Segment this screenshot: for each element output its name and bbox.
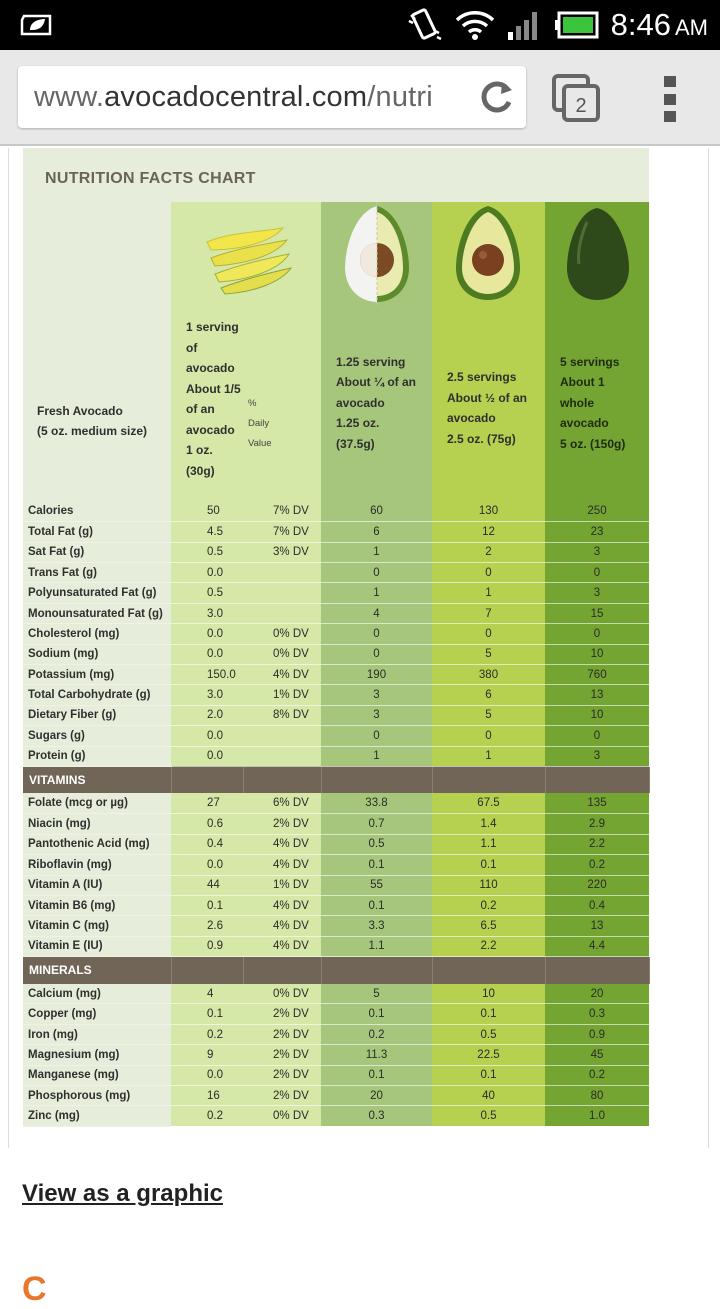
section-cell	[545, 766, 649, 793]
value-cell: 20	[545, 984, 649, 1004]
nutrient-label: Copper (mg)	[23, 1004, 171, 1024]
daily-value-cell: 2% DV	[243, 1086, 321, 1106]
value-cell: 0	[432, 563, 545, 583]
value-cell: 190	[321, 665, 432, 685]
value-cell: 0	[545, 624, 649, 644]
quarter-avocado-image	[321, 202, 432, 310]
header-line: 1 oz. (30g)	[186, 443, 215, 478]
section-cell	[432, 957, 545, 984]
value-cell: 45	[545, 1045, 649, 1065]
header-line: Value	[248, 438, 272, 449]
value-cell: 80	[545, 1086, 649, 1106]
section-cell	[545, 957, 649, 984]
value-cell: 0.5	[171, 583, 243, 603]
table-row	[23, 542, 649, 562]
clock: 8:46 AM	[610, 7, 708, 42]
table-row	[23, 746, 649, 766]
daily-value-cell: 7% DV	[243, 501, 321, 521]
header-line: whole	[560, 395, 595, 410]
table-row	[23, 916, 649, 936]
value-cell: 55	[321, 875, 432, 895]
table-row	[23, 1024, 649, 1044]
status-right	[407, 0, 708, 50]
value-cell: 23	[545, 522, 649, 542]
value-cell: 0	[321, 624, 432, 644]
value-cell: 6	[432, 685, 545, 705]
daily-value-cell: 6% DV	[243, 793, 321, 813]
browser-toolbar	[0, 50, 720, 146]
daily-value-cell: 4% DV	[243, 936, 321, 956]
nutrient-label: Pantothenic Acid (mg)	[23, 834, 171, 854]
value-cell: 0.2	[171, 1106, 243, 1126]
nutrient-label: Zinc (mg)	[23, 1106, 171, 1126]
value-cell: 0	[545, 563, 649, 583]
vibrate-icon	[407, 5, 443, 45]
section-cell	[243, 957, 321, 984]
value-cell: 1.1	[321, 936, 432, 956]
daily-value-cell: 4% DV	[243, 855, 321, 875]
value-cell: 40	[432, 1086, 545, 1106]
table-row	[23, 1086, 649, 1106]
header-line: About ¼ of an	[336, 375, 416, 390]
nutrient-label: Monounsaturated Fat (g)	[23, 603, 171, 623]
value-cell: 5	[321, 984, 432, 1004]
value-cell: 15	[545, 603, 649, 623]
nutrient-label: Riboflavin (mg)	[23, 855, 171, 875]
table-row	[23, 563, 649, 583]
menu-dot	[664, 76, 676, 87]
table-row	[23, 936, 649, 956]
spacer-row	[23, 481, 649, 501]
value-cell: 0.4	[545, 895, 649, 915]
nutrient-label: Trans Fat (g)	[23, 563, 171, 583]
url-field[interactable]	[18, 66, 526, 128]
daily-value-cell: 3% DV	[243, 542, 321, 562]
value-cell: 0.0	[171, 726, 243, 746]
chart-title: NUTRITION FACTS CHART	[23, 148, 649, 202]
battery-icon	[555, 11, 599, 39]
value-cell: 3	[321, 685, 432, 705]
header-col-1.25-serving	[321, 313, 432, 481]
value-cell: 0	[432, 726, 545, 746]
header-line: About 1/5	[186, 381, 241, 396]
nutrient-label: Total Fat (g)	[23, 522, 171, 542]
value-cell: 130	[432, 501, 545, 521]
value-cell: 0	[321, 644, 432, 664]
value-cell: 0.5	[432, 1106, 545, 1126]
value-cell: 0.1	[321, 895, 432, 915]
value-cell: 2.9	[545, 814, 649, 834]
daily-value-cell: 1% DV	[243, 875, 321, 895]
table-row	[23, 1065, 649, 1085]
right-border	[708, 148, 709, 1148]
header-line: 1.25 oz.	[336, 416, 380, 431]
header-col-5-servings	[545, 313, 649, 481]
value-cell: 0.5	[321, 834, 432, 854]
nutrient-label: Cholesterol (mg)	[23, 624, 171, 644]
value-cell: 135	[545, 793, 649, 813]
header-col-2.5-servings	[432, 313, 545, 481]
value-cell: 1	[432, 583, 545, 603]
value-cell: 220	[545, 875, 649, 895]
section-cell	[321, 766, 432, 793]
value-cell: 4	[171, 984, 243, 1004]
signal-icon	[507, 10, 543, 40]
value-cell: 3.0	[171, 685, 243, 705]
header-line: of an	[186, 402, 215, 416]
svg-text:2: 2	[575, 95, 587, 117]
table-row	[23, 644, 649, 664]
quarter-avocado-image-cell	[321, 202, 432, 313]
view-as-graphic-link[interactable]: View as a graphic	[22, 1180, 223, 1207]
value-cell: 10	[545, 644, 649, 664]
value-cell: 0.4	[171, 834, 243, 854]
value-cell: 50	[171, 501, 243, 521]
section-header	[23, 957, 649, 984]
nutrient-label: Niacin (mg)	[23, 814, 171, 834]
value-cell: 20	[321, 1086, 432, 1106]
value-cell: 150.0	[171, 665, 243, 685]
header-line: avocado	[186, 422, 235, 437]
left-border	[8, 148, 9, 1148]
value-cell: 10	[545, 705, 649, 725]
notification-leaf-icon	[18, 12, 54, 38]
value-cell: 0.1	[432, 1004, 545, 1024]
value-cell: 22.5	[432, 1045, 545, 1065]
value-cell: 16	[171, 1086, 243, 1106]
value-cell: 3	[321, 705, 432, 725]
daily-value-cell: 4% DV	[243, 916, 321, 936]
header-line: (5 oz. medium size)	[37, 424, 148, 438]
daily-value-cell	[243, 563, 321, 583]
section-cell	[243, 766, 321, 793]
cropped-next-heading: C	[22, 1270, 47, 1308]
table-row	[23, 624, 649, 644]
daily-value-cell: 4% DV	[243, 665, 321, 685]
header-line: 2.5 servings	[447, 370, 517, 384]
value-cell: 0.0	[171, 1065, 243, 1085]
menu-dot	[664, 94, 676, 105]
nutrient-label: Sat Fat (g)	[23, 542, 171, 562]
value-cell: 0.1	[171, 895, 243, 915]
daily-value-cell: 0% DV	[243, 624, 321, 644]
value-cell: 3.0	[171, 603, 243, 623]
value-cell: 7	[432, 603, 545, 623]
table-row	[23, 705, 649, 725]
value-cell: 60	[321, 501, 432, 521]
header-line: 2.5 oz. (75g)	[447, 431, 516, 446]
header-line: Daily	[248, 418, 270, 429]
value-cell: 3	[545, 542, 649, 562]
nutrition-table	[23, 202, 650, 1127]
nutrient-label: Total Carbohydrate (g)	[23, 685, 171, 705]
value-cell: 13	[545, 916, 649, 936]
value-cell: 27	[171, 793, 243, 813]
nutrient-label: Protein (g)	[23, 746, 171, 766]
avocado-slices-image	[171, 202, 321, 310]
tabs-button[interactable]	[552, 74, 600, 122]
url-text: www.avocadocentral.com/nutri	[34, 81, 433, 113]
section-cell	[171, 766, 243, 793]
value-cell: 11.3	[321, 1045, 432, 1065]
value-cell: 0.1	[432, 1065, 545, 1085]
header-line: avocado	[560, 416, 609, 431]
value-cell: 12	[432, 522, 545, 542]
value-cell: 0.7	[321, 814, 432, 834]
header-line: About 1	[560, 375, 605, 390]
table-row	[23, 1045, 649, 1065]
value-cell: 1	[321, 542, 432, 562]
value-cell: 0.0	[171, 855, 243, 875]
nutrient-label: Vitamin A (IU)	[23, 875, 171, 895]
value-cell: 0.1	[321, 855, 432, 875]
value-cell: 2.2	[545, 834, 649, 854]
header-line: 5 servings	[560, 354, 620, 369]
header-line: avocado	[336, 395, 385, 410]
daily-value-cell	[243, 583, 321, 603]
table-row	[23, 895, 649, 915]
section-title: MINERALS	[23, 957, 171, 984]
nutrient-label: Sugars (g)	[23, 726, 171, 746]
value-cell: 13	[545, 685, 649, 705]
value-cell: 0.2	[432, 895, 545, 915]
nutrient-label: Manganese (mg)	[23, 1065, 171, 1085]
nutrient-label: Calories	[23, 501, 171, 521]
table-row	[23, 726, 649, 746]
header-line: About ½ of an	[447, 390, 527, 405]
value-cell: 2.2	[432, 936, 545, 956]
value-cell: 0.9	[171, 936, 243, 956]
header-line: 1 serving of	[186, 320, 239, 355]
value-cell: 2.6	[171, 916, 243, 936]
value-cell: 4	[321, 603, 432, 623]
table-row	[23, 1106, 649, 1126]
value-cell: 760	[545, 665, 649, 685]
header-col-daily-value	[243, 313, 321, 481]
table-row	[23, 603, 649, 623]
table-row	[23, 501, 649, 521]
value-cell: 5	[432, 705, 545, 725]
value-cell: 33.8	[321, 793, 432, 813]
value-cell: 9	[171, 1045, 243, 1065]
value-cell: 3.3	[321, 916, 432, 936]
nutrient-label: Folate (mcg or µg)	[23, 793, 171, 813]
page-content	[0, 148, 720, 1308]
daily-value-cell: 8% DV	[243, 705, 321, 725]
nutrient-label: Dietary Fiber (g)	[23, 705, 171, 725]
menu-dot	[664, 111, 676, 122]
header-col-item	[23, 313, 171, 481]
avocado-slices-image-cell	[171, 202, 321, 313]
section-header	[23, 766, 649, 793]
nutrient-label: Vitamin E (IU)	[23, 936, 171, 956]
value-cell: 2.0	[171, 705, 243, 725]
header-line: (37.5g)	[336, 436, 375, 451]
value-cell: 1.1	[432, 834, 545, 854]
nutrient-label: Vitamin C (mg)	[23, 916, 171, 936]
value-cell: 10	[432, 984, 545, 1004]
whole-avocado-image	[545, 202, 649, 310]
value-cell: 0.0	[171, 644, 243, 664]
daily-value-cell	[243, 603, 321, 623]
header-line: 1.25 serving	[336, 354, 406, 369]
table-row	[23, 665, 649, 685]
value-cell: 0.9	[545, 1024, 649, 1044]
wifi-icon	[455, 8, 495, 42]
value-cell: 1	[321, 746, 432, 766]
table-row	[23, 1004, 649, 1024]
table-row	[23, 685, 649, 705]
value-cell: 0.6	[171, 814, 243, 834]
daily-value-cell	[243, 726, 321, 746]
value-cell: 1.0	[545, 1106, 649, 1126]
header-line: %	[248, 398, 257, 409]
daily-value-cell: 0% DV	[243, 1106, 321, 1126]
nutrient-label: Phosphorous (mg)	[23, 1086, 171, 1106]
value-cell: 6	[321, 522, 432, 542]
daily-value-cell: 0% DV	[243, 984, 321, 1004]
value-cell: 0	[545, 726, 649, 746]
value-cell: 5	[432, 644, 545, 664]
section-title: VITAMINS	[23, 766, 171, 793]
value-cell: 1	[321, 583, 432, 603]
daily-value-cell: 0% DV	[243, 644, 321, 664]
image-row	[23, 202, 649, 313]
value-cell: 0.3	[545, 1004, 649, 1024]
value-cell: 0.3	[321, 1106, 432, 1126]
status-bar	[0, 0, 720, 50]
daily-value-cell: 1% DV	[243, 685, 321, 705]
value-cell: 0.0	[171, 746, 243, 766]
daily-value-cell	[243, 746, 321, 766]
table-row	[23, 984, 649, 1004]
value-cell: 3	[545, 583, 649, 603]
reload-icon[interactable]	[478, 78, 516, 116]
value-cell: 0.2	[545, 1065, 649, 1085]
half-avocado-image	[432, 202, 545, 310]
daily-value-cell: 2% DV	[243, 1045, 321, 1065]
value-cell: 0.5	[432, 1024, 545, 1044]
nutrient-label: Polyunsaturated Fat (g)	[23, 583, 171, 603]
nutrient-label: Magnesium (mg)	[23, 1045, 171, 1065]
value-cell: 1	[432, 746, 545, 766]
value-cell: 380	[432, 665, 545, 685]
whole-avocado-image-cell	[545, 202, 649, 313]
value-cell: 0.0	[171, 563, 243, 583]
section-cell	[321, 957, 432, 984]
daily-value-cell: 7% DV	[243, 522, 321, 542]
value-cell: 0	[432, 624, 545, 644]
daily-value-cell: 2% DV	[243, 1004, 321, 1024]
nutrition-chart	[23, 148, 649, 1127]
header-line: Fresh Avocado	[37, 403, 123, 418]
value-cell: 2	[432, 542, 545, 562]
value-cell: 67.5	[432, 793, 545, 813]
value-cell: 0.1	[171, 1004, 243, 1024]
value-cell: 0.1	[321, 1065, 432, 1085]
header-line: 5 oz. (150g)	[560, 436, 626, 451]
table-row	[23, 855, 649, 875]
daily-value-cell: 4% DV	[243, 895, 321, 915]
section-cell	[432, 766, 545, 793]
table-row	[23, 793, 649, 813]
value-cell: 110	[432, 875, 545, 895]
value-cell: 6.5	[432, 916, 545, 936]
daily-value-cell: 2% DV	[243, 1065, 321, 1085]
value-cell: 4.4	[545, 936, 649, 956]
value-cell: 3	[545, 746, 649, 766]
table-row	[23, 814, 649, 834]
value-cell: 1.4	[432, 814, 545, 834]
header-col-1-serving	[171, 313, 243, 481]
value-cell: 4.5	[171, 522, 243, 542]
overflow-menu-button[interactable]	[664, 76, 678, 122]
daily-value-cell: 2% DV	[243, 814, 321, 834]
value-cell: 0.1	[321, 1004, 432, 1024]
header-line: avocado	[447, 411, 496, 425]
table-row	[23, 583, 649, 603]
daily-value-cell: 4% DV	[243, 834, 321, 854]
value-cell: 0.2	[171, 1024, 243, 1044]
table-row	[23, 834, 649, 854]
value-cell: 0.1	[432, 855, 545, 875]
value-cell: 0.5	[171, 542, 243, 562]
daily-value-cell: 2% DV	[243, 1024, 321, 1044]
header-line: avocado	[186, 361, 235, 375]
header-row	[23, 313, 649, 481]
table-row	[23, 875, 649, 895]
nutrient-label: Iron (mg)	[23, 1024, 171, 1044]
half-avocado-image-cell	[432, 202, 545, 313]
value-cell: 0.0	[171, 624, 243, 644]
value-cell: 250	[545, 501, 649, 521]
nutrient-label: Potassium (mg)	[23, 665, 171, 685]
table-row	[23, 522, 649, 542]
value-cell: 0	[321, 563, 432, 583]
value-cell: 44	[171, 875, 243, 895]
nutrient-label: Vitamin B6 (mg)	[23, 895, 171, 915]
nutrient-label: Calcium (mg)	[23, 984, 171, 1004]
nutrient-label: Sodium (mg)	[23, 644, 171, 664]
value-cell: 0.2	[545, 855, 649, 875]
value-cell: 0.2	[321, 1024, 432, 1044]
value-cell: 0	[321, 726, 432, 746]
section-cell	[171, 957, 243, 984]
